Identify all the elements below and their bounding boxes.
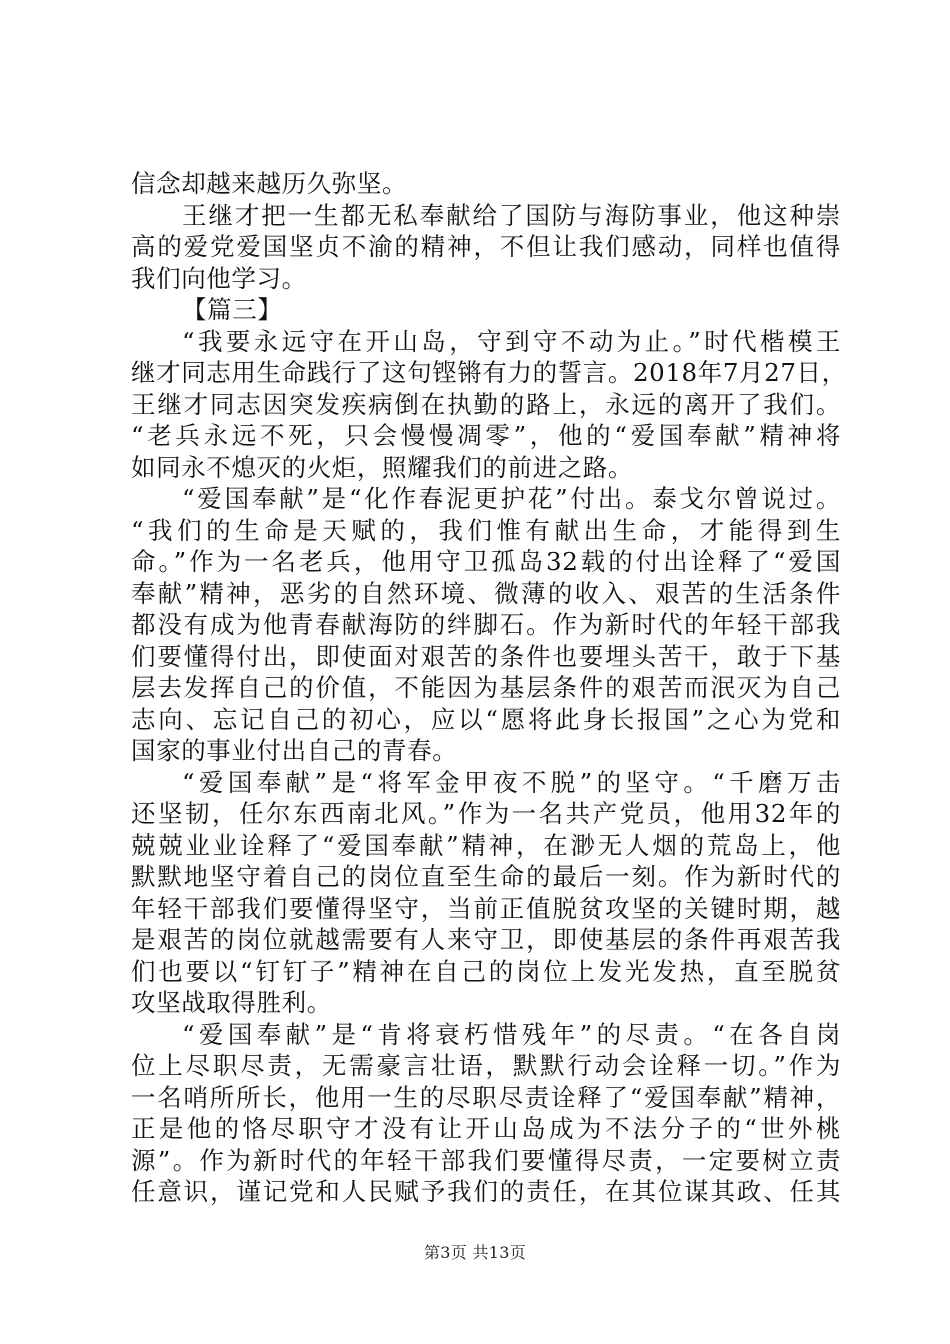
text-line: 兢兢业业诠释了“爱国奉献”精神，在渺无人烟的荒岛上，他 [131,830,841,860]
text-line: 正是他的恪尽职守才没有让开山岛成为不法分子的“世外桃 [131,1114,841,1143]
text-line: 王继才同志因突发疾病倒在执勤的路上，永远的离开了我们。 [131,389,841,419]
text-line: 们也要以“钉钉子”精神在自己的岗位上发光发热，直至脱贫 [131,956,841,986]
text-line: 都没有成为他青春献海防的绊脚石。作为新时代的年轻干部我 [131,610,841,639]
text-line: 源”。作为新时代的年轻干部我们要懂得尽责，一定要树立责 [131,1145,841,1175]
text-line: 我们向他学习。 [131,263,307,293]
text-line: 如同永不熄灭的火炬，照耀我们的前进之路。 [131,452,633,482]
text-line: 高的爱党爱国坚贞不渝的精神，不但让我们感动，同样也值得 [131,232,841,261]
text-line: “我们的生命是天赋的，我们惟有献出生命，才能得到生 [131,515,841,545]
text-line: 默默地坚守着自己的岗位直至生命的最后一刻。作为新时代的 [131,862,841,891]
text-line: 层去发挥自己的价值，不能因为基层条件的艰苦而泯灭为自己 [131,673,841,702]
text-line: 继才同志用生命践行了这句铿锵有力的誓言。2018年7月27日， [131,358,847,387]
text-line: 年轻干部我们要懂得坚守，当前正值脱贫攻坚的关键时期，越 [131,893,841,923]
text-line: 是艰苦的岗位就越需要有人来守卫，即使基层的条件再艰苦我 [131,925,841,954]
text-line: 位上尽职尽责，无需豪言壮语，默默行动会诠释一切。”作为 [131,1051,841,1080]
text-line: 一名哨所所长，他用一生的尽职尽责诠释了“爱国奉献”精神， [131,1082,841,1112]
text-line: 还坚韧，任尔东西南北风。”作为一名共产党员，他用32年的 [131,799,841,828]
page-footer: 第3页 共13页 [423,1243,527,1262]
text-line: 命。”作为一名老兵，他用守卫孤岛32载的付出诠释了“爱国 [131,547,841,576]
text-line: 攻坚战取得胜利。 [131,988,332,1017]
text-line: 志向、忘记自己的初心，应以“愿将此身长报国”之心为党和 [131,704,841,734]
text-line: “老兵永远不死，只会慢慢凋零”，他的“爱国奉献”精神将 [131,421,841,450]
text-line: 【篇三】 [182,295,283,324]
text-line: 们要懂得付出，即使面对艰苦的条件也要埋头苦干，敢于下基 [131,641,841,671]
text-line: 信念却越来越历久弥坚。 [131,169,408,198]
text-line: “爱国奉献”是“化作春泥更护花”付出。泰戈尔曾说过。 [182,484,841,513]
text-line: “爱国奉献”是“肯将衰朽惜残年”的尽责。“在各自岗 [182,1019,841,1049]
text-line: “爱国奉献”是“将军金甲夜不脱”的坚守。“千磨万击 [182,767,841,797]
text-line: 王继才把一生都无私奉献给了国防与海防事业，他这种崇 [182,200,841,230]
text-line: 奉献”精神，恶劣的自然环境、微薄的收入、艰苦的生活条件 [131,578,841,608]
text-line: “我要永远守在开山岛，守到守不动为止。”时代楷模王 [182,326,841,356]
text-line: 国家的事业付出自己的青春。 [131,736,458,765]
document-body [131,168,847,1208]
text-line: 任意识，谨记党和人民赋予我们的责任，在其位谋其政、任其 [131,1177,841,1206]
